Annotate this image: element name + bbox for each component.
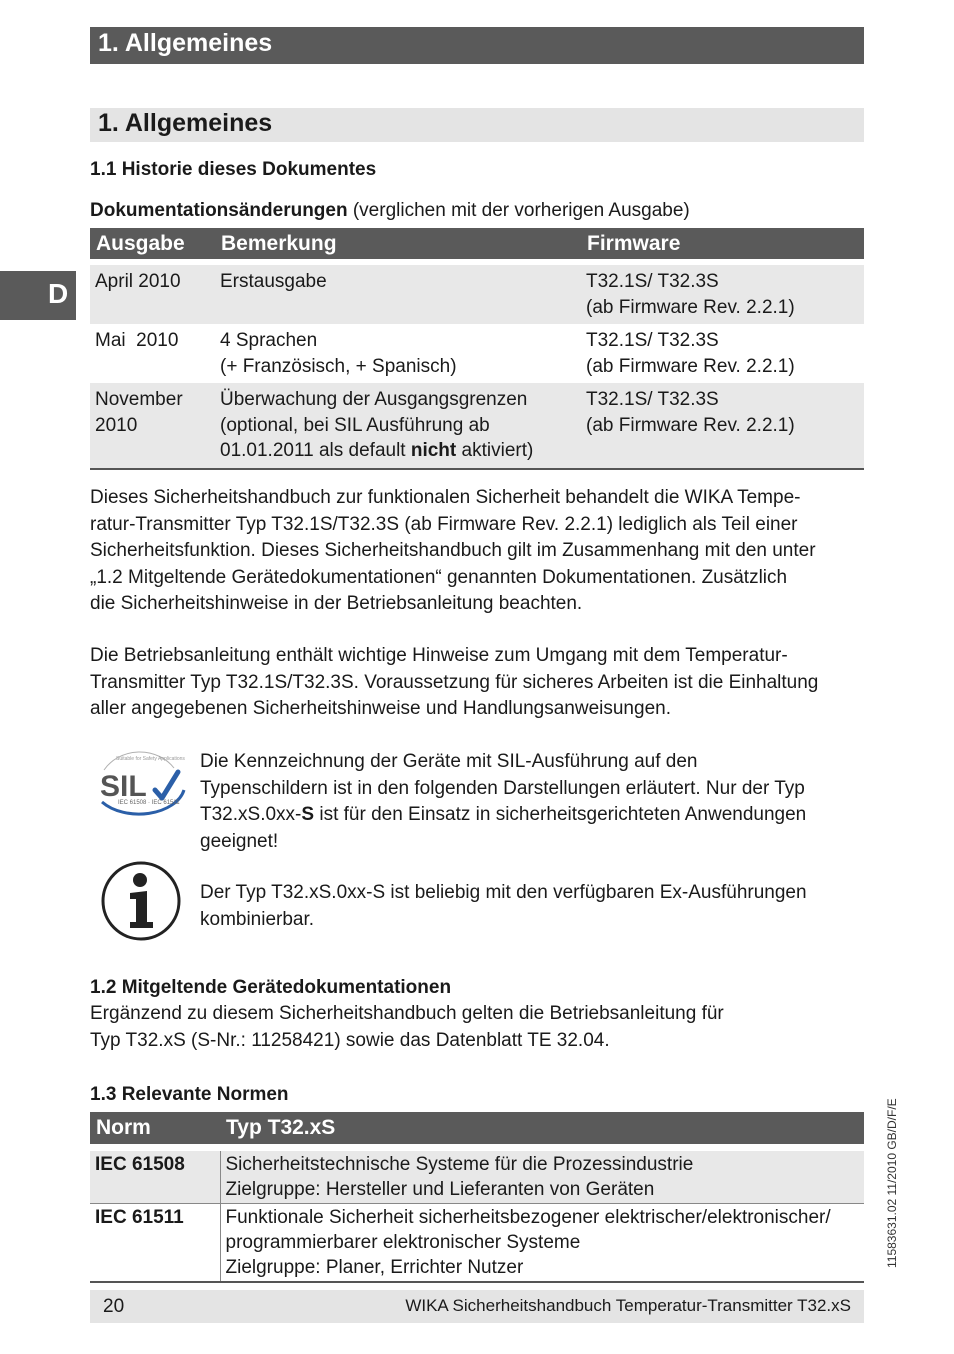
text-part: T32.xS.0xx-	[200, 804, 302, 825]
description-line: Zielgruppe: Hersteller und Lieferanten von Geräten	[225, 1179, 655, 1200]
footer-title: WIKA Sicherheitshandbuch Temperatur-Transmitter T32.xS	[405, 1296, 851, 1315]
changes-label-bold: Dokumentationsänderungen	[90, 200, 348, 221]
sil-logo-text: SIL	[100, 770, 147, 803]
header-bar	[90, 27, 864, 64]
column-header-bemerkung: Bemerkung	[215, 228, 581, 259]
ausgabe-line: 2010	[95, 414, 138, 436]
changes-label	[90, 198, 690, 225]
bemerkung-line: 4 Sprachen	[220, 330, 318, 351]
info-note-text	[200, 880, 870, 933]
text-line: Dieses Sicherheitshandbuch zur funktionalen Sicherheit behandelt die WIKA Tempe-	[90, 487, 801, 508]
text-part: ist für den Einsatz in sicherheitsgerichteten Anwendungen	[314, 804, 807, 825]
firmware-line: T32.1S/ T32.3S	[586, 330, 719, 351]
cell-firmware	[581, 383, 864, 469]
bemerkung-line	[220, 438, 575, 464]
text-line: aller angegebenen Sicherheitshinweise und Handlungsanweisungen.	[90, 698, 671, 719]
sil-check-icon	[92, 746, 188, 830]
cell-description	[220, 1204, 864, 1283]
description-line: Zielgruppe: Planer, Errichter Nutzer	[225, 1257, 524, 1278]
text-line: Ergänzend zu diesem Sicherheitshandbuch gelten die Betriebsanleitung für	[90, 1003, 724, 1024]
footer-bar	[90, 1290, 864, 1323]
cell-bemerkung	[215, 383, 581, 469]
bemerkung-line: Erstausgabe	[220, 271, 327, 292]
norm-table	[90, 1112, 864, 1283]
text-line: Die Kennzeichnung der Geräte mit SIL-Ausführung auf den	[200, 751, 698, 772]
cell-firmware	[581, 324, 864, 383]
section-title: 1. Allgemeines	[98, 109, 273, 137]
text-line: Sicherheitsfunktion. Dieses Sicherheitshandbuch gilt im Zusammenhang mit den unter	[90, 540, 816, 561]
column-header-norm: Norm	[90, 1112, 220, 1144]
description-line: programmierbarer elektronischer Systeme	[225, 1232, 581, 1253]
table-row	[90, 265, 864, 324]
bemerkung-bold: nicht	[410, 440, 457, 461]
text-bold: S	[301, 804, 315, 825]
text-line: Die Betriebsanleitung enthält wichtige Hinweise zum Umgang mit dem Temperatur-	[90, 645, 788, 666]
sil-note-text	[200, 749, 870, 855]
table-row	[90, 324, 864, 383]
column-header-typ: Typ T32.xS	[220, 1112, 864, 1144]
cell-norm: IEC 61511	[90, 1204, 220, 1283]
paragraph-documents	[90, 1001, 870, 1054]
table-row	[90, 383, 864, 469]
page-number: 20	[103, 1296, 125, 1317]
description-line: Sicherheitstechnische Systeme für die Prozessindustrie	[225, 1154, 694, 1175]
text-line: Typenschildern ist in den folgenden Darstellungen erläutert. Nur der Typ	[200, 777, 805, 799]
language-tab	[0, 271, 76, 320]
cell-norm: IEC 61508	[90, 1151, 220, 1204]
firmware-line: T32.1S/ T32.3S	[586, 389, 719, 410]
paragraph-operating-instructions	[90, 643, 870, 723]
cell-firmware	[581, 265, 864, 324]
table-row	[90, 1204, 864, 1283]
column-header-firmware: Firmware	[581, 228, 864, 259]
firmware-line: (ab Firmware Rev. 2.2.1)	[586, 355, 795, 377]
bemerkung-line: (+ Französisch, + Spanisch)	[220, 355, 457, 377]
cell-ausgabe: Mai 2010	[95, 330, 179, 351]
cell-bemerkung	[215, 265, 581, 324]
bemerkung-line: (optional, bei SIL Ausführung ab	[220, 414, 490, 436]
cell-bemerkung	[215, 324, 581, 383]
changes-label-rest: (verglichen mit der vorherigen Ausgabe)	[347, 200, 690, 221]
table-row	[90, 1151, 864, 1204]
header-title: 1. Allgemeines	[98, 29, 273, 57]
document-code-text: 11583631.02 11/2010 GB/D/F/E	[885, 1098, 899, 1268]
bemerkung-text: 01.01.2011 als default	[220, 440, 411, 461]
text-line	[200, 802, 870, 829]
sil-logo-subtext: IEC 61508 · IEC 61511	[118, 800, 180, 806]
text-line: Der Typ T32.xS.0xx-S ist beliebig mit den verfügbaren Ex-Ausführungen	[200, 882, 807, 903]
history-table	[90, 228, 864, 470]
firmware-line: (ab Firmware Rev. 2.2.1)	[586, 296, 795, 318]
text-line: ratur-Transmitter Typ T32.1S/T32.3S (ab Firmware Rev. 2.2.1) lediglich als Teil einer	[90, 513, 798, 535]
subsection-title-history: 1.1 Historie dieses Dokumentes	[90, 159, 377, 180]
text-line: kombinierbar.	[200, 908, 315, 930]
cell-ausgabe: April 2010	[90, 265, 215, 324]
text-line: Transmitter Typ T32.1S/T32.3S. Voraussetzung für sicheres Arbeiten ist die Einhaltung	[90, 671, 819, 693]
section-heading	[90, 108, 864, 142]
text-line: geeignet!	[200, 830, 279, 852]
table-header-row	[90, 1112, 864, 1144]
sil-logo	[92, 746, 188, 830]
cell-ausgabe	[90, 383, 215, 469]
paragraph-intro	[90, 485, 870, 618]
text-line: „1.2 Mitgeltende Gerätedokumentationen“ genannten Dokumentationen. Zusätzlich	[90, 566, 788, 588]
text-line: Typ T32.xS (S-Nr.: 11258421) sowie das Datenblatt TE 32.04.	[90, 1029, 610, 1051]
document-code	[880, 1072, 910, 1268]
info-icon	[100, 860, 182, 942]
column-header-ausgabe: Ausgabe	[90, 228, 215, 259]
language-tab-label: D	[48, 278, 69, 309]
table-header-row	[90, 228, 864, 259]
subsection-title-documents: 1.2 Mitgeltende Gerätedokumentationen	[90, 977, 452, 998]
bemerkung-line: Überwachung der Ausgangsgrenzen	[220, 389, 528, 410]
bemerkung-text: aktiviert)	[456, 440, 534, 461]
sil-logo-arc-text: Suitable for Safety Applications	[116, 756, 185, 762]
description-line: Funktionale Sicherheit sicherheitsbezogener elektrischer/elektronischer/	[225, 1207, 831, 1228]
subsection-title-norms: 1.3 Relevante Normen	[90, 1084, 289, 1105]
text-line: die Sicherheitshinweise in der Betriebsanleitung beachten.	[90, 593, 583, 614]
firmware-line: (ab Firmware Rev. 2.2.1)	[586, 414, 795, 436]
cell-description	[220, 1151, 864, 1204]
firmware-line: T32.1S/ T32.3S	[586, 271, 719, 292]
ausgabe-line: November	[95, 389, 183, 410]
